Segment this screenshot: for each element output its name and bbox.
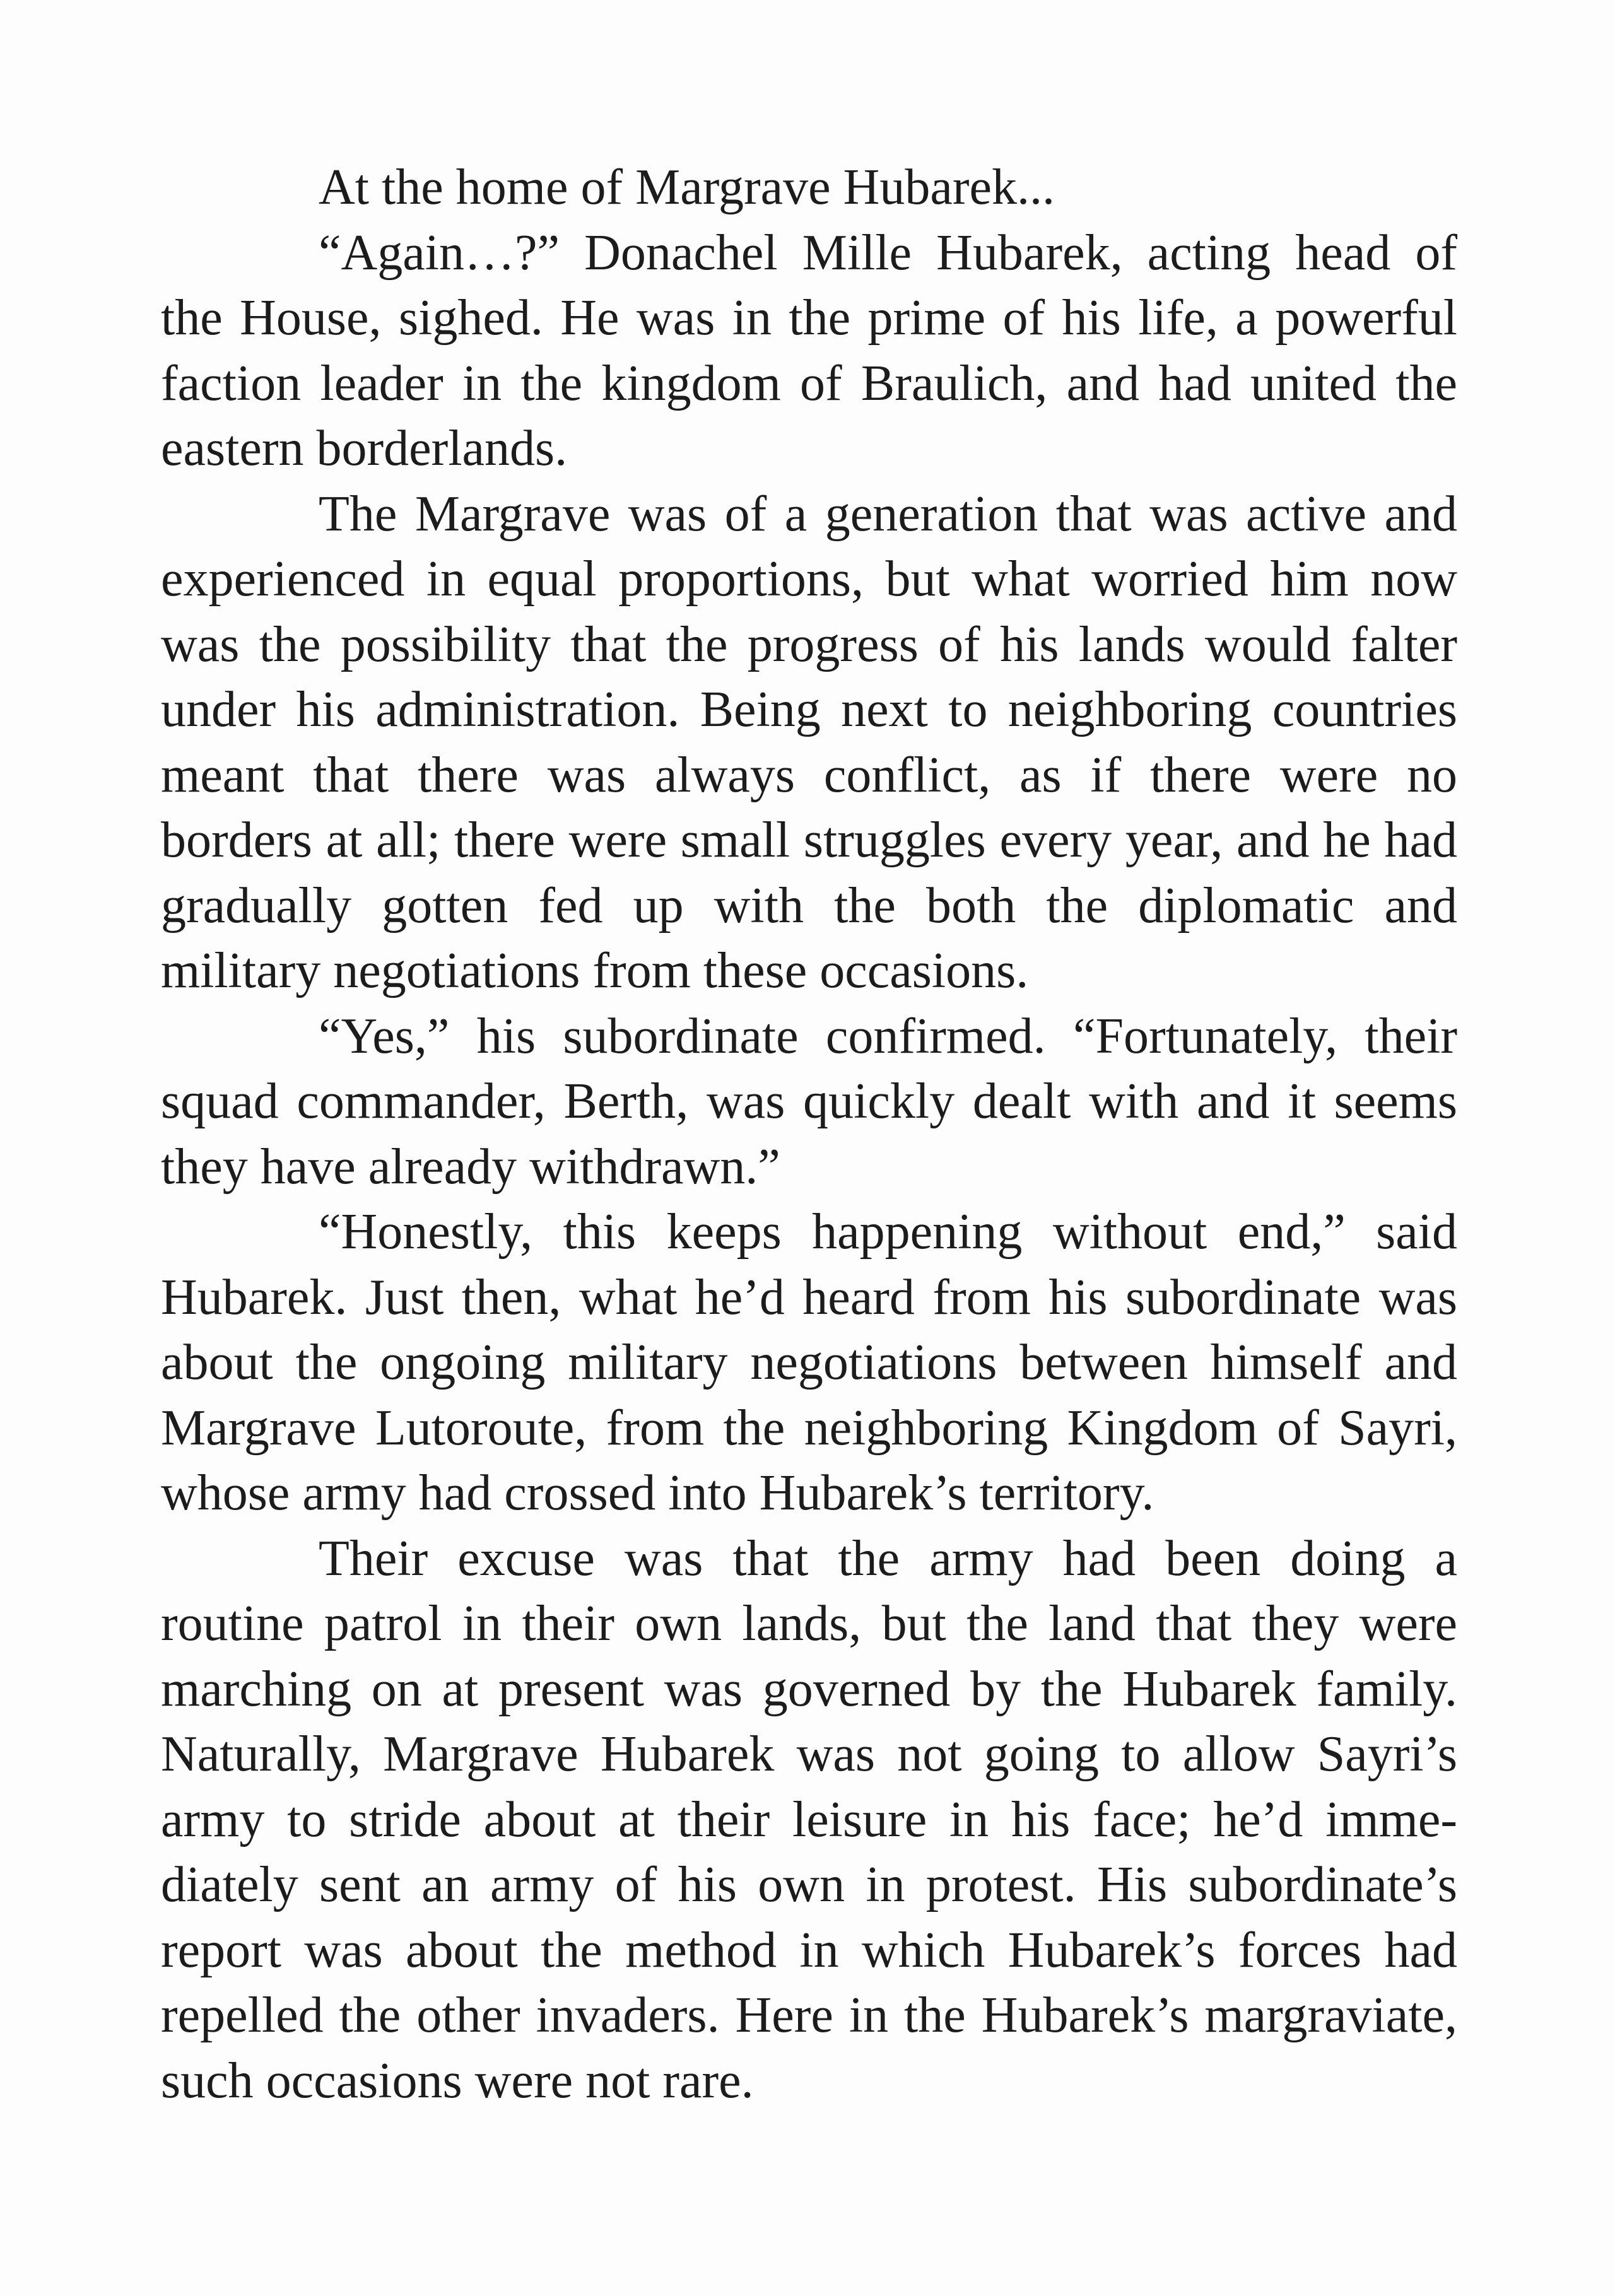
paragraph: “Honestly, this keeps happening without end,” said Hubarek. Just then, what he’d heard from his subordinate was about the ongoing military negotiations between himself and Margrave Lutoroute, from the neighboring Kingdom of Sayri, whose army had crossed into Hubarek’s territory.	[161, 1204, 1457, 1521]
paragraph: The Margrave was of a generation that was active and experienced in equal proportions, but what worried him now was the possibility that the progress of his lands would falter under his administration. Being next to neighboring countries meant that there was always conflict, as if there were no borders at all; there were small struggles every year, and he had gradually gotten fed up with the both the diplomatic and military negotiations from these occasions.	[161, 486, 1457, 999]
paragraph: “Yes,” his subordinate confirmed. “Fortunately, their squad commander, Berth, was quickly dealt with and it seems they have already withdrawn.”	[161, 1008, 1457, 1195]
paragraph: At the home of Margrave Hubarek...	[319, 160, 1055, 215]
paragraph: “Again…?” Donachel Mille Hubarek, acting head of the House, sighed. He was in the prime of his life, a powerful faction leader in the kingdom of Braulich, and had united the eastern borderlands.	[161, 225, 1457, 476]
paragraph: Their excuse was that the army had been doing a routine patrol in their own lands, but the land that they were marching on at present was governed by the Hubarek family. Naturally, Margrave Hubarek was not going to allow Sayri’s army to stride about at their leisure in his face; he’d immediately sent an army of his own in protest. His subordinate’s report was about the method in which Hubarek’s forces had repelled the other invaders. Here in the Hubarek’s margraviate, such occasions were not rare.	[161, 1530, 1457, 2109]
document-page	[161, 155, 1457, 2114]
